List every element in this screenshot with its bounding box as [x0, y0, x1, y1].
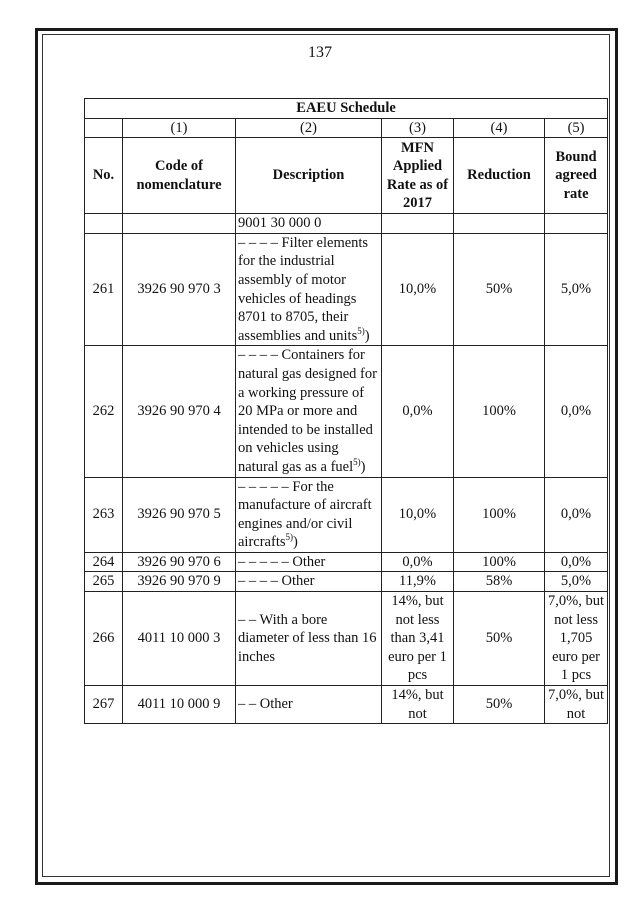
continuation-row — [85, 214, 608, 234]
table-row — [85, 592, 608, 686]
footnote-ref: 5) — [285, 532, 293, 543]
row-no: 262 — [85, 346, 123, 477]
row-description — [236, 477, 382, 552]
row-bound-rate: 0,0% — [545, 346, 608, 477]
header-mfn-rate: MFN Applied Rate as of 2017 — [382, 138, 454, 214]
header-reduction: Reduction — [454, 138, 545, 214]
header-no: No. — [85, 138, 123, 214]
row-description-text: – – – – Filter elements for the industrial assembly of motor vehicles of headings 8701 to 8705, their assemblies and units — [238, 234, 369, 344]
row-no: 266 — [85, 592, 123, 686]
schedule-title: EAEU Schedule — [85, 99, 608, 119]
row-description: – – – – Other — [236, 572, 382, 592]
row-mfn-rate: 0,0% — [382, 346, 454, 477]
header-description: Description — [236, 138, 382, 214]
footnote-ref: 5) — [357, 325, 365, 336]
row-code: 3926 90 970 3 — [123, 233, 236, 346]
table-row — [85, 477, 608, 552]
column-number-row — [85, 118, 608, 138]
column-number: (1) — [123, 118, 236, 138]
row-bound-rate: 7,0%, but not — [545, 686, 608, 724]
row-bound-rate: 5,0% — [545, 233, 608, 346]
row-mfn-rate: 10,0% — [382, 477, 454, 552]
row-bound-rate: 0,0% — [545, 477, 608, 552]
row-description: – – – – – Other — [236, 552, 382, 572]
row-description: – – With a bore diameter of less than 16 inches — [236, 592, 382, 686]
row-reduction: 50% — [454, 592, 545, 686]
row-code: 4011 10 000 9 — [123, 686, 236, 724]
row-mfn-rate: 11,9% — [382, 572, 454, 592]
table-row — [85, 346, 608, 477]
header-row — [85, 138, 608, 214]
row-reduction: 100% — [454, 346, 545, 477]
table-row — [85, 686, 608, 724]
row-mfn-rate: 0,0% — [382, 552, 454, 572]
row-no: 267 — [85, 686, 123, 724]
column-number — [85, 118, 123, 138]
row-mfn-rate: 10,0% — [382, 233, 454, 346]
row-bound-rate: 0,0% — [545, 552, 608, 572]
row-reduction: 50% — [454, 233, 545, 346]
row-description-text: – – – – Containers for natural gas designed for a working pressure of 20 MPa or more and intended to be installed on vehicles using natural gas as a fuel — [238, 347, 377, 475]
row-description — [236, 233, 382, 346]
column-number: (2) — [236, 118, 382, 138]
eaeu-schedule-table — [84, 98, 608, 724]
column-number: (5) — [545, 118, 608, 138]
row-code: 3926 90 970 4 — [123, 346, 236, 477]
row-reduction: 100% — [454, 477, 545, 552]
header-code: Code of nomenclature — [123, 138, 236, 214]
row-mfn-rate: 14%, but not — [382, 686, 454, 724]
row-code: 3926 90 970 6 — [123, 552, 236, 572]
table-row — [85, 233, 608, 346]
row-reduction: 58% — [454, 572, 545, 592]
row-description — [236, 346, 382, 477]
table-row — [85, 572, 608, 592]
footnote-close: ) — [293, 534, 298, 551]
page-number: 137 — [308, 44, 332, 61]
table-row — [85, 552, 608, 572]
row-no: 265 — [85, 572, 123, 592]
row-bound-rate: 5,0% — [545, 572, 608, 592]
row-no: 264 — [85, 552, 123, 572]
footnote-close: ) — [364, 327, 370, 344]
row-no: 263 — [85, 477, 123, 552]
row-reduction: 50% — [454, 686, 545, 724]
row-code: 4011 10 000 3 — [123, 592, 236, 686]
row-no: 261 — [85, 233, 123, 346]
row-bound-rate: 7,0%, but not less 1,705 euro per 1 pcs — [545, 592, 608, 686]
column-number: (4) — [454, 118, 545, 138]
row-description: – – Other — [236, 686, 382, 724]
row-reduction: 100% — [454, 552, 545, 572]
header-bound-rate: Bound agreed rate — [545, 138, 608, 214]
continuation-description: 9001 30 000 0 — [236, 214, 382, 234]
footnote-close: ) — [360, 458, 366, 475]
footnote-ref: 5) — [353, 457, 361, 468]
row-description-text: – – – – – For the manufacture of aircraft engines and/or civil aircrafts — [238, 478, 372, 551]
row-mfn-rate: 14%, but not less than 3,41 euro per 1 pcs — [382, 592, 454, 686]
row-code: 3926 90 970 9 — [123, 572, 236, 592]
column-number: (3) — [382, 118, 454, 138]
row-code: 3926 90 970 5 — [123, 477, 236, 552]
